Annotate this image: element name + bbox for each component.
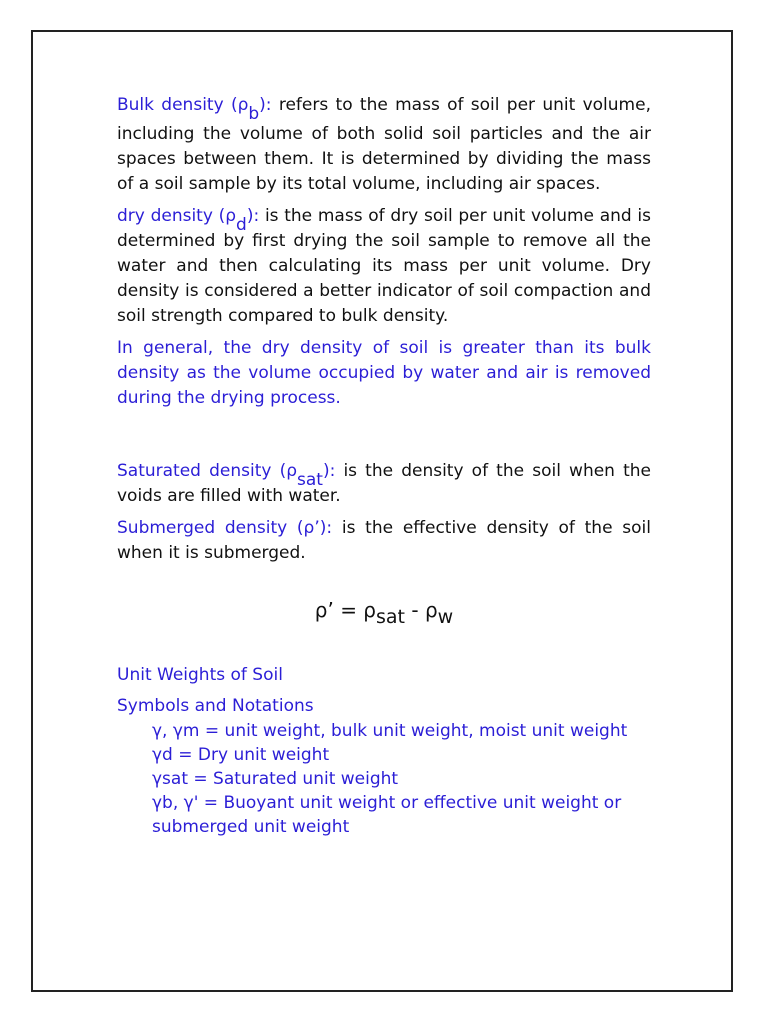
notation-item: γ, γm = unit weight, bulk unit weight, moist unit weight bbox=[152, 721, 628, 741]
dry-density-term: dry density $(\rho_d)$: bbox=[117, 206, 260, 235]
notation-item: γsat = Saturated unit weight bbox=[152, 769, 399, 789]
bulk-density-definition: refers to the mass of soil per unit volume, including the volume of both solid soil particles and the air spaces between them. It is determined by dividing the mass of a soil sample by its total volume, including air spaces. bbox=[117, 95, 651, 194]
general-note-paragraph: In general, the dry density of soil is greater than its bulk density as the volume occupied by water and air is removed during the drying process. bbox=[117, 338, 651, 408]
saturated-density-definition: is the density of the soil when the voids are filled with water. bbox=[117, 461, 651, 506]
notation-item: γd = Dry unit weight bbox=[152, 745, 330, 765]
unit-weights-heading: Unit Weights of Soil bbox=[117, 665, 283, 685]
notation-item: γb, γ' = Buoyant unit weight or effective unit weight or bbox=[152, 793, 622, 813]
submerged-density-definition: is the effective density of the soil when it is submerged. bbox=[117, 518, 651, 563]
dry-density-definition: is the mass of dry soil per unit volume and is determined by first drying the soil sample to remove all the water and then calculating its mass per unit volume. Dry density is considered a better indicator of soil compaction and soil strength compared to bulk density. bbox=[117, 206, 651, 326]
notation-list bbox=[117, 719, 651, 839]
submerged-density-term: Submerged density (ρ’): bbox=[117, 518, 333, 538]
document-page bbox=[31, 30, 733, 992]
page-content bbox=[117, 88, 651, 839]
symbols-heading: Symbols and Notations bbox=[117, 696, 314, 716]
submerged-density-paragraph bbox=[117, 516, 651, 566]
bulk-density-paragraph bbox=[117, 88, 651, 197]
dry-density-paragraph bbox=[117, 204, 651, 329]
saturated-density-paragraph bbox=[117, 459, 651, 509]
saturated-density-term: Saturated density $(\rho_{sat})$: bbox=[117, 461, 336, 490]
notation-item: submerged unit weight bbox=[152, 817, 350, 837]
bulk-density-term: Bulk density $(\rho_b)$: bbox=[117, 95, 272, 124]
submerged-density-formula: ρ’ = $\rho_{sat} - \rho_w$ bbox=[314, 598, 454, 628]
